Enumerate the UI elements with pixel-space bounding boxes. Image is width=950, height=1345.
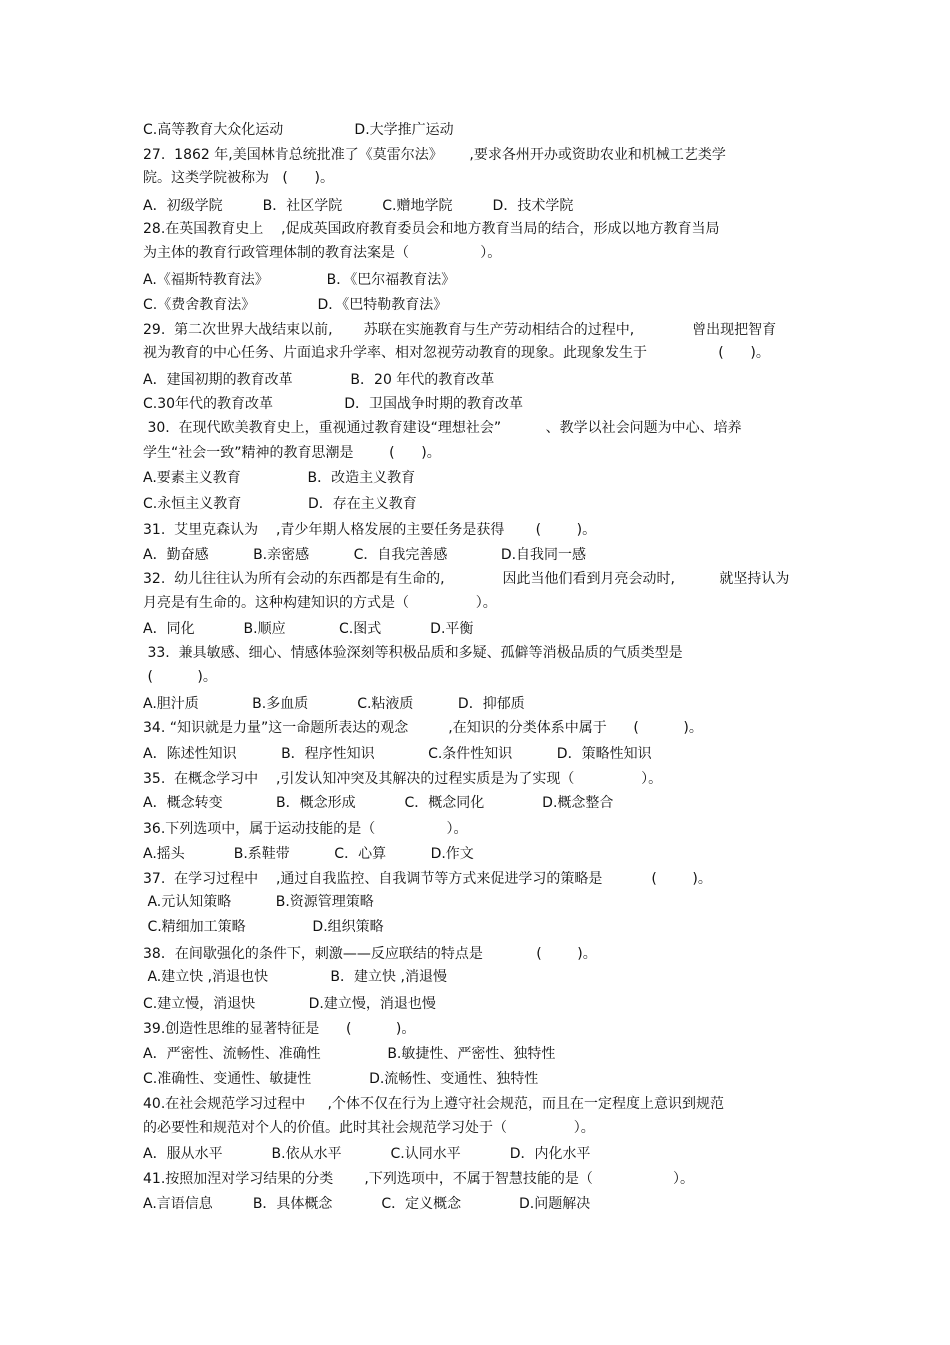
text-line: A．勤奋感 B.亲密感 C．自我完善感 D.自我同一感 bbox=[143, 547, 587, 563]
text-line: C.30年代的教育改革 D．卫国战争时期的教育改革 bbox=[143, 396, 524, 412]
text-line: A.元认知策略 B.资源管理策略 bbox=[143, 894, 374, 910]
text-line: A.言语信息 B．具体概念 C．定义概念 D.问题解决 bbox=[143, 1196, 591, 1212]
text-line: 31. 艾里克森认为 ,青少年期人格发展的主要任务是获得 ( )。 bbox=[143, 522, 597, 538]
text-line: C.高等教育大众化运动 D.大学推广运动 bbox=[143, 122, 454, 138]
text-line: A．严密性、流畅性、准确性 B.敏捷性、严密性、独特性 bbox=[143, 1046, 556, 1062]
text-line: 39.创造性思维的显著特征是 ( )。 bbox=[143, 1021, 416, 1037]
text-line: 29. 第二次世界大战结束以前, 苏联在实施教育与生产劳动相结合的过程中, 曾出现把智育 bbox=[143, 322, 777, 338]
text-line: 38．在间歇强化的条件下，刺激——反应联结的特点是 ( )。 bbox=[143, 946, 597, 962]
text-line: 33. 兼具敏感、细心、情感体验深刻等积极品质和多疑、孤僻等消极品质的气质类型是 bbox=[143, 645, 683, 661]
text-line: 30. 在现代欧美教育史上，重视通过教育建设“理想社会” 、教学以社会问题为中心、培养 bbox=[143, 420, 742, 436]
text-line: C.永恒主义教育 D．存在主义教育 bbox=[143, 496, 417, 512]
text-line: A．同化 B.顺应 C.图式 D.平衡 bbox=[143, 621, 474, 637]
text-line: 月亮是有生命的。这种构建知识的方式是（ ）。 bbox=[143, 595, 497, 611]
text-line: 27. 1862 年,美国林肯总统批准了《莫雷尔法》 ,要求各州开办或资助农业和机械工艺类学 bbox=[143, 147, 726, 163]
text-line: 视为教育的中心任务、片面追求升学率、相对忽视劳动教育的现象。此现象发生于 ( )。 bbox=[143, 345, 770, 361]
text-line: A.《福斯特教育法》 B．《巴尔福教育法》 bbox=[143, 272, 456, 288]
text-line: A．陈述性知识 B．程序性知识 C.条件性知识 D．策略性知识 bbox=[143, 746, 652, 762]
text-line: C.精细加工策略 D.组织策略 bbox=[143, 919, 384, 935]
text-line: A.建立快 ,消退也快 B．建立快 ,消退慢 bbox=[143, 969, 447, 985]
text-line: 35. 在概念学习中 ,引发认知冲突及其解决的过程实质是为了实现（ ）。 bbox=[143, 771, 663, 787]
text-line: 的必要性和规范对个人的价值。此时其社会规范学习处于（ ）。 bbox=[143, 1120, 595, 1136]
text-line: 为主体的教育行政管理体制的教育法案是（ ）。 bbox=[143, 245, 502, 261]
text-line: A．概念转变 B．概念形成 C．概念同化 D.概念整合 bbox=[143, 795, 614, 811]
text-line: A.胆汁质 B.多血质 C.粘液质 D．抑郁质 bbox=[143, 696, 525, 712]
text-line: 37. 在学习过程中 ,通过自我监控、自我调节等方式来促进学习的策略是 ( )。 bbox=[143, 871, 712, 887]
text-line: A．建国初期的教育改革 B．20 年代的教育改革 bbox=[143, 372, 495, 388]
text-line: C.建立慢，消退快 D.建立慢，消退也慢 bbox=[143, 996, 436, 1012]
text-line: 28.在英国教育史上 ,促成英国政府教育委员会和地方教育当局的结合，形成以地方教育当局 bbox=[143, 221, 720, 237]
text-line: ( )。 bbox=[143, 669, 217, 685]
text-line: C.《费舍教育法》 D．《巴特勒教育法》 bbox=[143, 297, 448, 313]
text-line: 32. 幼儿往往认为所有会动的东西都是有生命的, 因此当他们看到月亮会动时, 就坚持认为 bbox=[143, 571, 790, 587]
text-line: 院。这类学院被称为 ( )。 bbox=[143, 170, 334, 186]
text-line: A.摇头 B.系鞋带 C．心算 D.作文 bbox=[143, 846, 474, 862]
text-line: A．初级学院 B．社区学院 C.赠地学院 D．技术学院 bbox=[143, 198, 574, 214]
text-line: 40.在社会规范学习过程中 ,个体不仅在行为上遵守社会规范，而且在一定程度上意识到规范 bbox=[143, 1096, 724, 1112]
text-line: 36.下列选项中，属于运动技能的是（ ）。 bbox=[143, 821, 468, 837]
text-line: 34. “知识就是力量”这一命题所表达的观念 ,在知识的分类体系中属于 ( )。 bbox=[143, 720, 703, 736]
text-line: A．服从水平 B.依从水平 C.认同水平 D．内化水平 bbox=[143, 1146, 591, 1162]
text-line: A.要素主义教育 B．改造主义教育 bbox=[143, 470, 416, 486]
text-line: 41.按照加涅对学习结果的分类 ,下列选项中，不属于智慧技能的是（ ）。 bbox=[143, 1171, 694, 1187]
text-line: 学生“社会一致”精神的教育思潮是 ( )。 bbox=[143, 445, 441, 461]
text-line: C.准确性、变通性、敏捷性 D.流畅性、变通性、独特性 bbox=[143, 1071, 539, 1087]
